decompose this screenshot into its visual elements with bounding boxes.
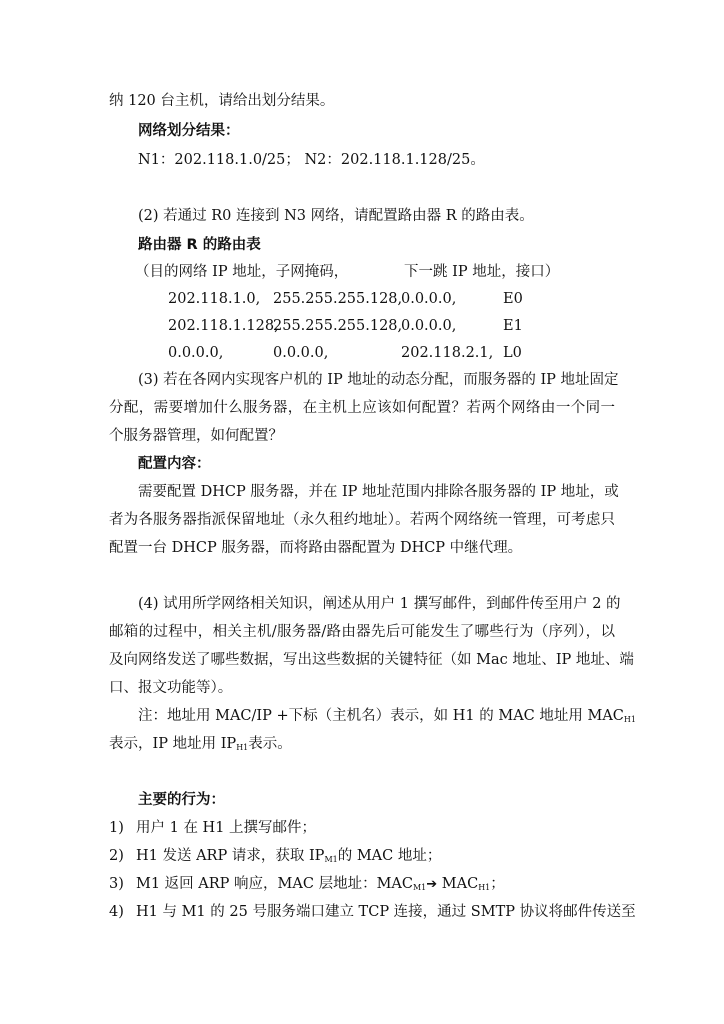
question-line: 及向网络发送了哪些数据，写出这些数据的关键特征（如 Mac 地址、IP 地址、端 (109, 652, 634, 668)
note-text: 表示，IP 地址用 IP (109, 736, 237, 752)
subscript: H1 (236, 743, 249, 752)
note-line (109, 734, 292, 758)
question-line: 个服务器管理，如何配置？ (109, 428, 283, 444)
route-next-hop: 0.0.0.0, (401, 318, 457, 334)
list-item (109, 818, 317, 838)
section-heading: 网络划分结果： (138, 123, 240, 139)
section-heading: 配置内容： (138, 456, 211, 472)
list-number: 4) (109, 904, 124, 920)
list-number: 1) (109, 820, 124, 836)
list-text-part: 的 MAC 地址； (337, 848, 442, 864)
subscript: M1 (412, 883, 427, 892)
paragraph-line: 配置一台 DHCP 服务器，而将路由器配置为 DHCP 中继代理。 (109, 540, 523, 556)
route-mask: 255.255.255.128, (273, 291, 403, 307)
list-item (109, 902, 636, 922)
note-line (138, 706, 636, 730)
question-line: (4) 试用所学网络相关知识，阐述从用户 1 撰写邮件，到邮件传至用户 2 的 (138, 596, 621, 612)
list-text-part: MAC (437, 876, 479, 892)
list-text-part: ； (490, 876, 505, 892)
question-line: 口、报文功能等）。 (109, 680, 233, 696)
list-number: 3) (109, 876, 124, 892)
subscript: H1 (623, 715, 636, 724)
question-line: 邮箱的过程中，相关主机/服务器/路由器先后可能发生了哪些行为（序列），以 (109, 624, 615, 640)
list-text: 用户 1 在 H1 上撰写邮件； (136, 820, 317, 836)
subscript: M1 (324, 855, 338, 864)
route-interface: E1 (503, 318, 523, 334)
list-text (136, 846, 441, 870)
list-text: H1 与 M1 的 25 号服务端口建立 TCP 连接，通过 SMTP 协议将邮件传送至 (136, 904, 636, 920)
route-interface: L0 (503, 345, 522, 361)
route-dest: 0.0.0.0, (168, 345, 224, 361)
route-next-hop: 202.118.2.1, (401, 345, 494, 361)
subscript: H1 (478, 883, 491, 892)
table-header: （目的网络 IP 地址，子网掩码， (135, 264, 349, 280)
route-next-hop: 0.0.0.0, (401, 291, 457, 307)
paragraph-line: N1：202.118.1.0/25； N2：202.118.1.128/25。 (138, 152, 485, 168)
section-heading: 路由器 R 的路由表 (138, 237, 261, 253)
route-mask: 0.0.0.0, (273, 345, 329, 361)
paragraph-line: 纳 120 台主机，请给出划分结果。 (109, 93, 335, 109)
list-text-part: H1 发送 ARP 请求，获取 IP (136, 848, 325, 864)
question-line: (3) 若在各网内实现客户机的 IP 地址的动态分配，而服务器的 IP 地址固定 (138, 372, 619, 388)
note-text: 表示。 (248, 736, 292, 752)
section-heading: 主要的行为： (138, 792, 225, 808)
route-mask: 255.255.255.128, (273, 318, 403, 334)
note-text: 注：地址用 MAC/IP +下标（主机名）表示，如 H1 的 MAC 地址用 MAC (138, 708, 624, 724)
paragraph-line: 者为各服务器指派保留地址（永久租约地址）。若两个网络统一管理，可考虑只 (109, 512, 615, 528)
table-header: 下一跳 IP 地址，接口） (404, 264, 560, 280)
route-dest: 202.118.1.128, (168, 318, 279, 334)
list-item (109, 846, 442, 866)
question-line: 分配，需要增加什么服务器，在主机上应该如何配置？若两个网络由一个同一 (109, 400, 615, 416)
list-text (136, 874, 505, 898)
list-text-part: M1 返回 ARP 响应，MAC 层地址：MAC (136, 876, 413, 892)
route-interface: E0 (503, 291, 523, 307)
paragraph-line: 需要配置 DHCP 服务器，并在 IP 地址范围内排除各服务器的 IP 地址，或 (138, 484, 619, 500)
arrow-icon: ➔ (426, 877, 438, 892)
route-dest: 202.118.1.0, (168, 291, 261, 307)
list-number: 2) (109, 848, 124, 864)
list-item (109, 874, 505, 894)
question-line: (2) 若通过 R0 连接到 N3 网络，请配置路由器 R 的路由表。 (138, 208, 534, 224)
